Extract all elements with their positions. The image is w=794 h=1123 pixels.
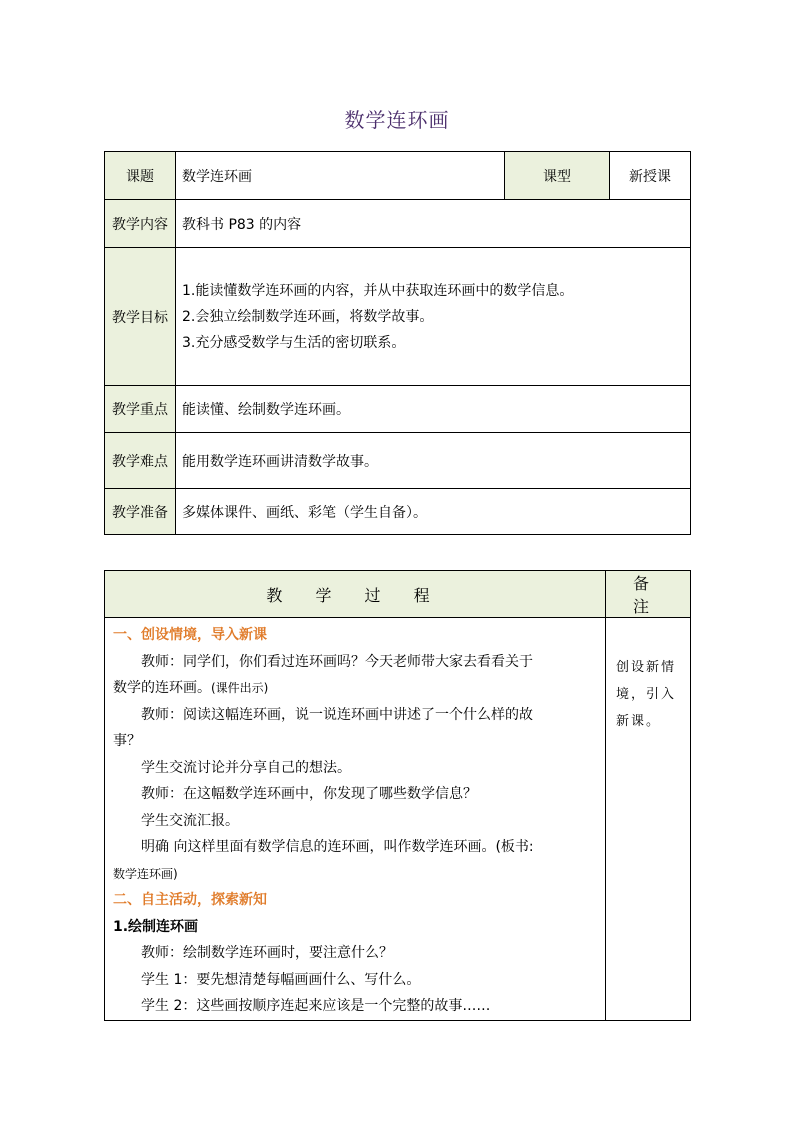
preparation-label: 教学准备 — [105, 489, 176, 535]
topic-value: 数学连环画 — [176, 152, 505, 200]
paragraph: 学生交流讨论并分享自己的想法。 — [141, 759, 351, 776]
paragraph: 教师：在这幅数学连环画中，你发现了哪些数学信息？ — [141, 786, 477, 802]
paragraph: 事？ — [113, 733, 141, 749]
topic-label: 课题 — [105, 152, 176, 200]
sub-heading: 1.绘制连环画 — [113, 918, 199, 935]
type-label: 课型 — [505, 152, 610, 200]
key-point-value: 能读懂、绘制数学连环画。 — [176, 386, 691, 433]
notes-content: 创设新情境，引入新课。 — [606, 618, 691, 1021]
section-heading: 二、自主活动，探索新知 — [113, 892, 267, 908]
content-label: 教学内容 — [105, 200, 176, 248]
section-heading: 一、创设情境，导入新课 — [113, 627, 267, 643]
lesson-info-table — [104, 151, 691, 535]
paragraph: 学生 1：要先想清楚每幅画画什么、写什么。 — [141, 971, 421, 988]
process-content — [105, 618, 606, 1021]
difficulty-label: 教学难点 — [105, 433, 176, 489]
objectives-list — [176, 248, 691, 386]
process-header: 教 学 过 程 — [105, 571, 606, 618]
objectives-label: 教学目标 — [105, 248, 176, 386]
difficulty-value: 能用数学连环画讲清数学故事。 — [176, 433, 691, 489]
objective-item: 3.充分感受数学与生活的密切联系。 — [182, 334, 406, 351]
paragraph: 数学连环画) — [113, 866, 178, 881]
objective-item: 2.会独立绘制数学连环画，将数学故事。 — [182, 308, 434, 325]
content-value: 教科书 P83 的内容 — [176, 200, 691, 248]
paragraph: 教师：绘制数学连环画时，要注意什么？ — [141, 945, 393, 961]
teaching-process-table — [104, 570, 691, 1021]
paragraph: 教师：同学们，你们看过连环画吗？今天老师带大家去看看关于 — [141, 653, 533, 670]
notes-header: 备 注 — [606, 571, 691, 618]
preparation-value: 多媒体课件、画纸、彩笔（学生自备）。 — [176, 489, 691, 535]
paragraph: 学生 2：这些画按顺序连起来应该是一个完整的故事…… — [141, 998, 491, 1014]
key-point-label: 教学重点 — [105, 386, 176, 433]
document-title: 数学连环画 — [344, 108, 450, 132]
type-value: 新授课 — [610, 152, 691, 200]
objective-item: 1.能读懂数学连环画的内容，并从中获取连环画中的数学信息。 — [182, 282, 574, 299]
paragraph: 教师：阅读这幅连环画，说一说连环画中讲述了一个什么样的故 — [141, 706, 533, 723]
annotation-text: (课件出示) — [211, 681, 269, 695]
text: 数学的连环画。 — [113, 680, 211, 696]
paragraph — [113, 675, 599, 702]
paragraph: 学生交流汇报。 — [141, 812, 239, 829]
paragraph: 明确 向这样里面有数学信息的连环画，叫作数学连环画。(板书: — [141, 839, 534, 855]
